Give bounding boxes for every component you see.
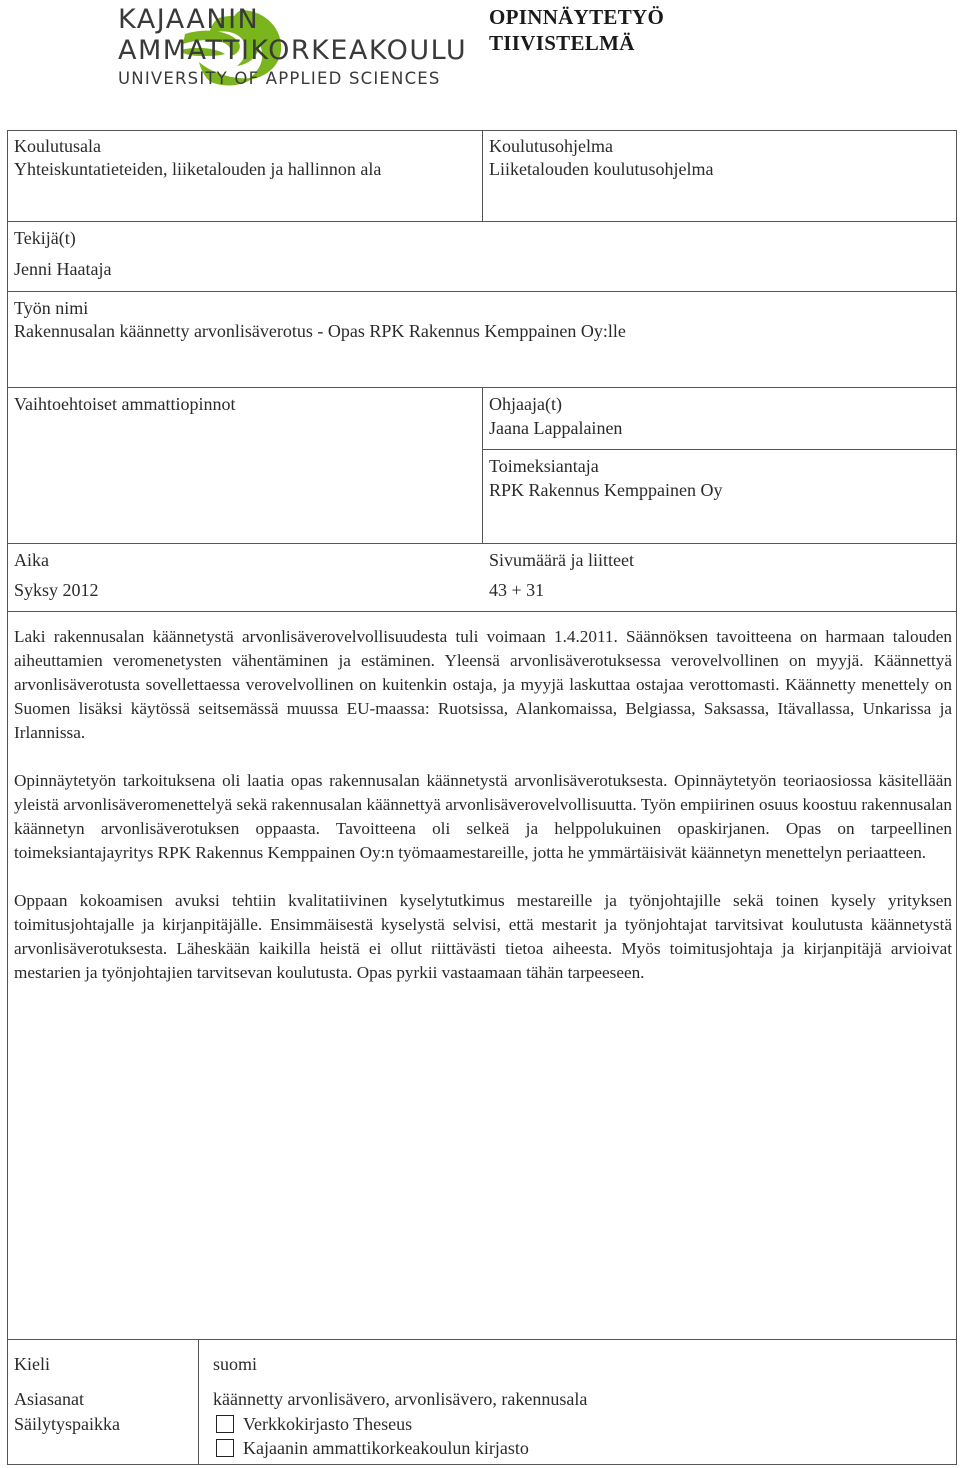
field-label-asiasanat: Asiasanat <box>14 1389 84 1409</box>
field-value-toimeksiantaja: RPK Rakennus Kemppainen Oy <box>489 480 723 500</box>
divider <box>8 221 956 222</box>
field-label-koulutusohjelma: Koulutusohjelma <box>489 136 613 156</box>
field-value-koulutusala: Yhteiskuntatieteiden, liiketalouden ja hallinnon ala <box>14 159 382 179</box>
field-value-koulutusohjelma: Liiketalouden koulutusohjelma <box>489 159 714 179</box>
document-title-line-1: OPINNÄYTETYÖ <box>489 5 665 29</box>
divider <box>482 387 483 543</box>
field-label-koulutusala: Koulutusala <box>14 136 101 156</box>
field-label-tyon-nimi: Työn nimi <box>14 298 89 318</box>
field-value-tyon-nimi: Rakennusalan käännetty arvonlisäverotus - Opas RPK Rakennus Kemppainen Oy:lle <box>14 321 626 341</box>
option-label-kirjasto: Kajaanin ammattikorkeakoulun kirjasto <box>243 1438 529 1458</box>
document-title <box>489 4 664 56</box>
option-label-theseus: Verkkokirjasto Theseus <box>243 1414 413 1434</box>
field-label-aika: Aika <box>14 550 49 570</box>
divider <box>8 291 956 292</box>
field-label-sivumaara: Sivumäärä ja liitteet <box>489 550 634 570</box>
abstract-paragraph: Opinnäytetyön tarkoituksena oli laatia opas rakennusalan käännetystä arvonlisäverotuksesta. Opinnäytetyön teoriaosiossa käsitellään yleistä arvonlisäveromenettelyä sekä rakennusalan käännettyä arvonlisäverovelvollisuutta. Työn empiirinen osuus koostuu rakennusalan käännetyn arvonlisäverotuksen oppaasta. Tavoitteena oli selkeä ja helppolukuinen opaskirjanen. Opas on tarpeellinen toimeksiantajayritys RPK Rakennus Kemppainen Oy:n työmaamestareille, jotta he ymmärtäisivät käännetyn menettelyn periaatteen. <box>14 771 952 862</box>
checkbox-kirjasto[interactable] <box>216 1439 234 1457</box>
field-value-ohjaaja: Jaana Lappalainen <box>489 418 623 438</box>
divider <box>8 543 956 544</box>
divider <box>8 611 956 612</box>
abstract-form <box>7 130 957 1465</box>
logo-line-2: AMMATTIKORKEAKOULU <box>118 35 468 66</box>
field-value-aika: Syksy 2012 <box>14 580 99 600</box>
field-label-kieli: Kieli <box>14 1354 50 1374</box>
field-label-sailytyspaikka: Säilytyspaikka <box>14 1414 120 1434</box>
abstract-text <box>14 625 952 985</box>
divider <box>482 449 956 450</box>
field-value-tekija: Jenni Haataja <box>14 259 112 279</box>
divider <box>198 1339 199 1464</box>
field-value-sivumaara: 43 + 31 <box>489 580 545 600</box>
document-title-line-2: TIIVISTELMÄ <box>489 31 635 55</box>
abstract-paragraph: Oppaan kokoamisen avuksi tehtiin kvalitatiivinen kyselytutkimus mestareille ja työnjohtajille sekä toinen kysely yrityksen toimitusjohtajalle ja kirjanpitäjälle. Ensimmäisestä kyselystä selvisi, että mestarit ja työnjohtajat tarvitsivat koulutusta käännetystä arvonlisäverotuksesta. Läheskään kaikilla heistä ei ollut riittävästi tietoa aiheesta. Myös toimitusjohtaja ja kirjanpitäjä arvioivat mestarien ja työnjohtajien tarvitsevan koulutusta. Opas pyrkii vastaamaan tähän tarpeeseen. <box>14 891 952 982</box>
field-label-toimeksiantaja: Toimeksiantaja <box>489 456 599 476</box>
field-label-vaihtoehtoiset: Vaihtoehtoiset ammattiopinnot <box>14 394 236 414</box>
logo-line-3: UNIVERSITY OF APPLIED SCIENCES <box>118 69 441 88</box>
abstract-paragraph: Laki rakennusalan käännetystä arvonlisäverovelvollisuudesta tuli voimaan 1.4.2011. Säännöksen tavoitteena on harmaan talouden aiheuttamien veromenetysten vähentäminen ja estäminen. Yleensä arvonlisäverotuksessa verovelvollinen on myyjä. Käännettyä arvonlisäverotusta sovellettaessa verovelvollinen on kuitenkin ostaja, ja myyjä laskuttaa ostajaa verottomasti. Käännetty menettely on Suomen lisäksi käytössä seitsemässä muussa EU-maassa: Ruotsissa, Alankomaissa, Belgiassa, Saksassa, Itävallassa, Unkarissa ja Irlannissa. <box>14 627 952 742</box>
divider <box>8 1339 956 1340</box>
checkbox-theseus[interactable] <box>216 1415 234 1433</box>
field-label-tekija: Tekijä(t) <box>14 228 76 248</box>
field-label-ohjaaja: Ohjaaja(t) <box>489 394 562 414</box>
divider <box>482 131 483 221</box>
field-value-asiasanat: käännetty arvonlisävero, arvonlisävero, rakennusala <box>213 1389 588 1409</box>
field-value-kieli: suomi <box>213 1354 258 1374</box>
logo-wordmark <box>118 4 467 90</box>
logo-line-1: KAJAANIN <box>118 4 260 35</box>
